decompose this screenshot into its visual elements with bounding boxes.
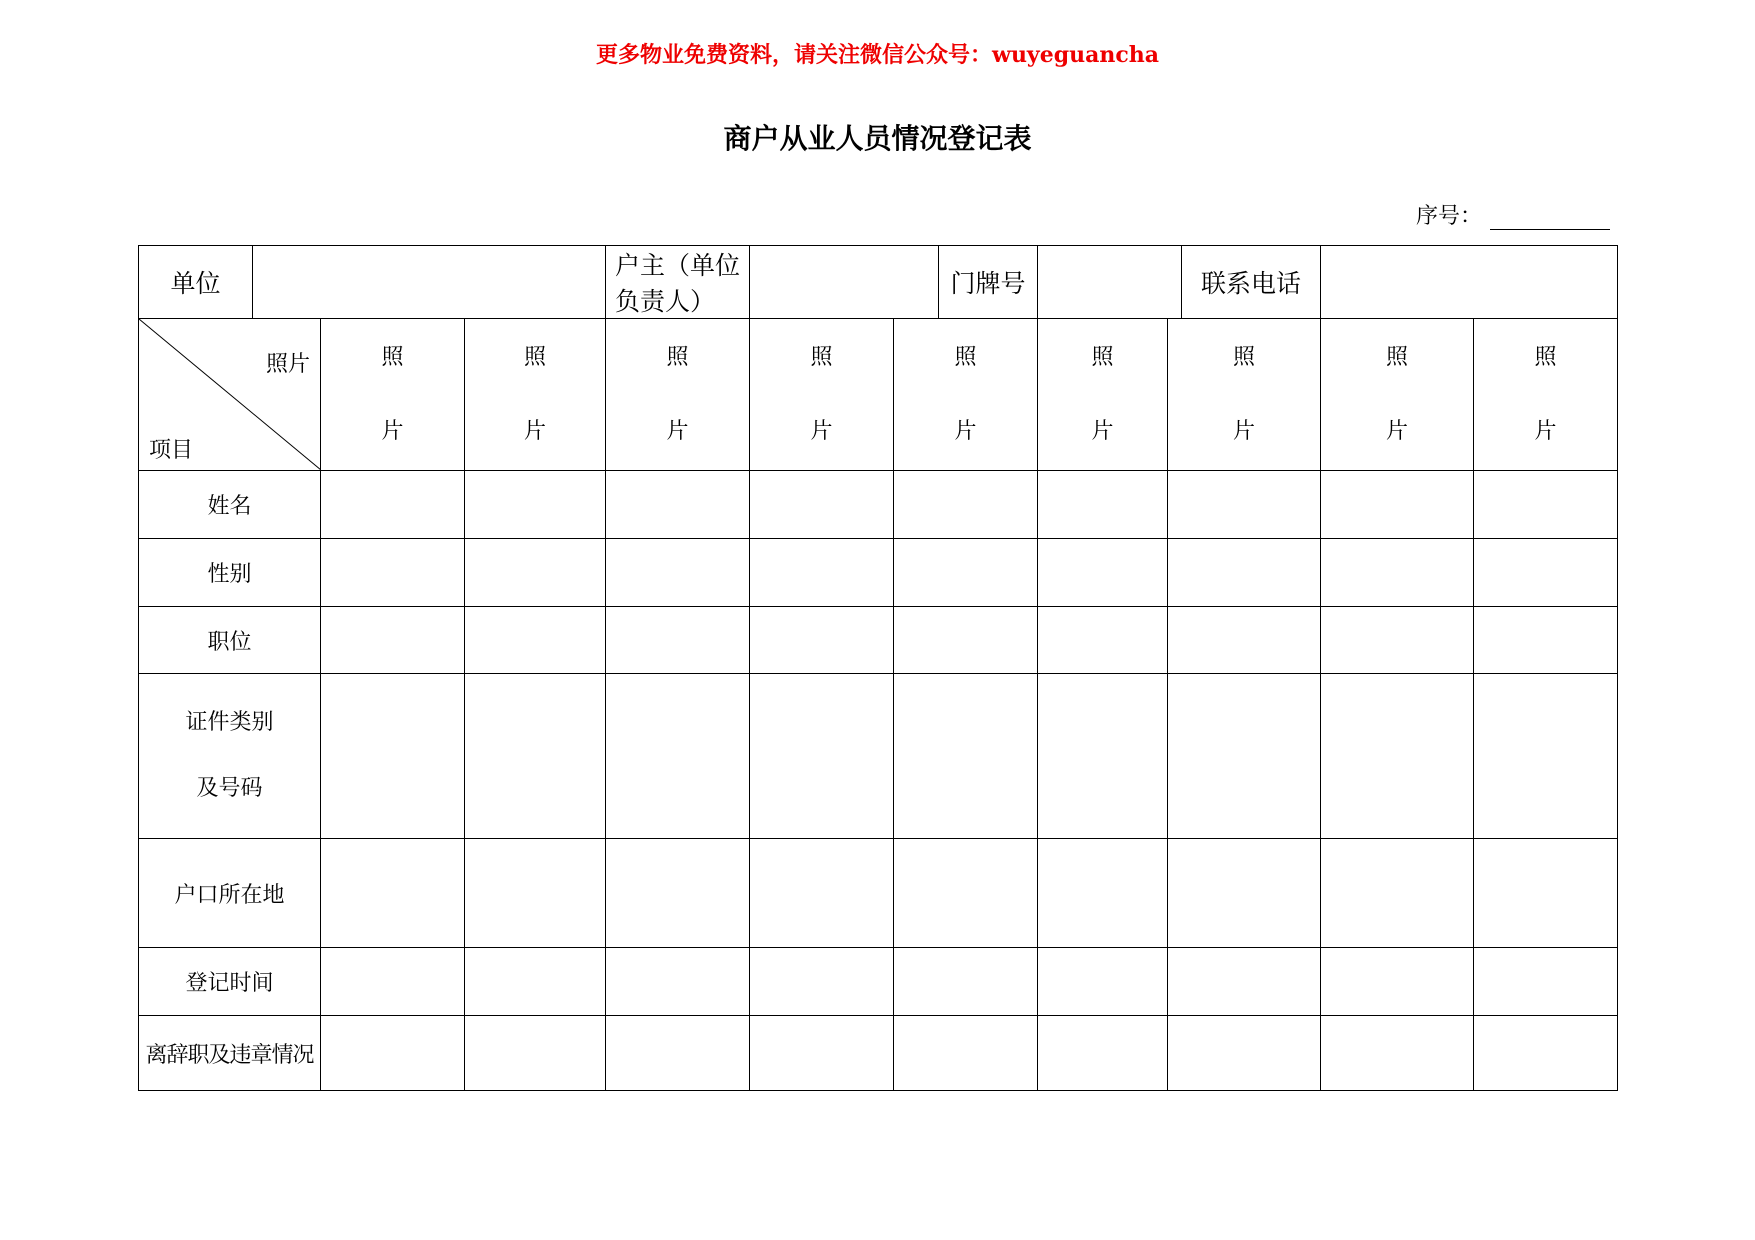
row-label-gender: 性别: [139, 539, 321, 607]
door-field[interactable]: [1038, 246, 1182, 319]
data-cell[interactable]: [1168, 674, 1321, 839]
data-cell[interactable]: [1321, 948, 1474, 1016]
data-cell[interactable]: [321, 471, 465, 539]
data-cell[interactable]: [1038, 948, 1168, 1016]
data-cell[interactable]: [321, 839, 465, 948]
serial-blank[interactable]: [1490, 207, 1610, 230]
owner-label: 户主（单位负责人）: [606, 246, 750, 319]
serial-number: [1416, 199, 1610, 230]
data-cell[interactable]: [465, 674, 606, 839]
data-cell[interactable]: [1321, 1016, 1474, 1091]
corner-top-label: 照片: [265, 352, 310, 377]
registration-table: [138, 245, 1618, 1091]
data-cell[interactable]: [1474, 839, 1618, 948]
data-cell[interactable]: [1474, 948, 1618, 1016]
data-cell[interactable]: [1321, 674, 1474, 839]
table-row: [139, 471, 1618, 539]
corner-cell: [139, 319, 321, 471]
data-cell[interactable]: [321, 948, 465, 1016]
photo-cell[interactable]: 照 片: [1321, 319, 1474, 471]
photo-cell[interactable]: 照 片: [465, 319, 606, 471]
data-cell[interactable]: [465, 948, 606, 1016]
photo-cell[interactable]: 照 片: [1168, 319, 1321, 471]
data-cell[interactable]: [465, 839, 606, 948]
data-cell[interactable]: [1038, 674, 1168, 839]
table-row: [139, 948, 1618, 1016]
photo-cell[interactable]: 照 片: [750, 319, 894, 471]
table-row: [139, 539, 1618, 607]
row-label-reg-time: 登记时间: [139, 948, 321, 1016]
row-label-id: 证件类别 及号码: [139, 674, 321, 839]
data-cell[interactable]: [1038, 471, 1168, 539]
form-title: 商户从业人员情况登记表: [723, 122, 1032, 155]
data-cell[interactable]: [606, 539, 750, 607]
data-cell[interactable]: [1038, 607, 1168, 674]
corner-bottom-label: 项目: [149, 438, 194, 463]
data-cell[interactable]: [1168, 1016, 1321, 1091]
phone-label: 联系电话: [1182, 246, 1321, 319]
photo-row: [139, 319, 1618, 471]
data-cell[interactable]: [1474, 471, 1618, 539]
table-row: [139, 674, 1618, 839]
promo-banner: 更多物业免费资料，请关注微信公众号：wuyeguancha: [596, 42, 1159, 68]
data-cell[interactable]: [606, 1016, 750, 1091]
header-row: [139, 246, 1618, 319]
photo-cell[interactable]: 照 片: [1474, 319, 1618, 471]
data-cell[interactable]: [606, 674, 750, 839]
data-cell[interactable]: [750, 948, 894, 1016]
data-cell[interactable]: [321, 1016, 465, 1091]
data-cell[interactable]: [750, 1016, 894, 1091]
door-label: 门牌号: [939, 246, 1038, 319]
unit-field[interactable]: [253, 246, 606, 319]
table-row: [139, 607, 1618, 674]
photo-cell[interactable]: 照 片: [894, 319, 1038, 471]
photo-cell[interactable]: 照 片: [1038, 319, 1168, 471]
row-label-leave: 离辞职及违章情况: [139, 1016, 321, 1091]
data-cell[interactable]: [465, 1016, 606, 1091]
photo-cell[interactable]: 照 片: [606, 319, 750, 471]
data-cell[interactable]: [606, 839, 750, 948]
row-label-position: 职位: [139, 607, 321, 674]
data-cell[interactable]: [321, 674, 465, 839]
data-cell[interactable]: [321, 539, 465, 607]
data-cell[interactable]: [1321, 607, 1474, 674]
data-cell[interactable]: [750, 839, 894, 948]
data-cell[interactable]: [1168, 948, 1321, 1016]
data-cell[interactable]: [894, 948, 1038, 1016]
phone-field[interactable]: [1321, 246, 1618, 319]
row-label-name: 姓名: [139, 471, 321, 539]
data-cell[interactable]: [465, 539, 606, 607]
data-cell[interactable]: [894, 839, 1038, 948]
data-cell[interactable]: [894, 539, 1038, 607]
data-cell[interactable]: [894, 1016, 1038, 1091]
data-cell[interactable]: [606, 471, 750, 539]
data-cell[interactable]: [750, 471, 894, 539]
data-cell[interactable]: [1038, 839, 1168, 948]
data-cell[interactable]: [1474, 1016, 1618, 1091]
data-cell[interactable]: [894, 607, 1038, 674]
data-cell[interactable]: [750, 607, 894, 674]
data-cell[interactable]: [1168, 839, 1321, 948]
table-row: [139, 1016, 1618, 1091]
table-row: [139, 839, 1618, 948]
data-cell[interactable]: [750, 674, 894, 839]
data-cell[interactable]: [1474, 539, 1618, 607]
data-cell[interactable]: [1321, 539, 1474, 607]
data-cell[interactable]: [1168, 607, 1321, 674]
data-cell[interactable]: [1474, 607, 1618, 674]
photo-cell[interactable]: 照 片: [321, 319, 465, 471]
owner-field[interactable]: [750, 246, 939, 319]
data-cell[interactable]: [750, 539, 894, 607]
data-cell[interactable]: [1168, 539, 1321, 607]
data-cell[interactable]: [894, 471, 1038, 539]
row-label-hukou: 户口所在地: [139, 839, 321, 948]
data-cell[interactable]: [1321, 471, 1474, 539]
data-cell[interactable]: [465, 607, 606, 674]
data-cell[interactable]: [606, 607, 750, 674]
data-cell[interactable]: [606, 948, 750, 1016]
data-cell[interactable]: [1168, 471, 1321, 539]
data-cell[interactable]: [1038, 1016, 1168, 1091]
data-cell[interactable]: [1474, 674, 1618, 839]
data-cell[interactable]: [321, 607, 465, 674]
data-cell[interactable]: [894, 674, 1038, 839]
unit-label: 单位: [139, 246, 253, 319]
data-cell[interactable]: [465, 471, 606, 539]
data-cell[interactable]: [1321, 839, 1474, 948]
serial-label: 序号：: [1416, 204, 1483, 229]
data-cell[interactable]: [1038, 539, 1168, 607]
